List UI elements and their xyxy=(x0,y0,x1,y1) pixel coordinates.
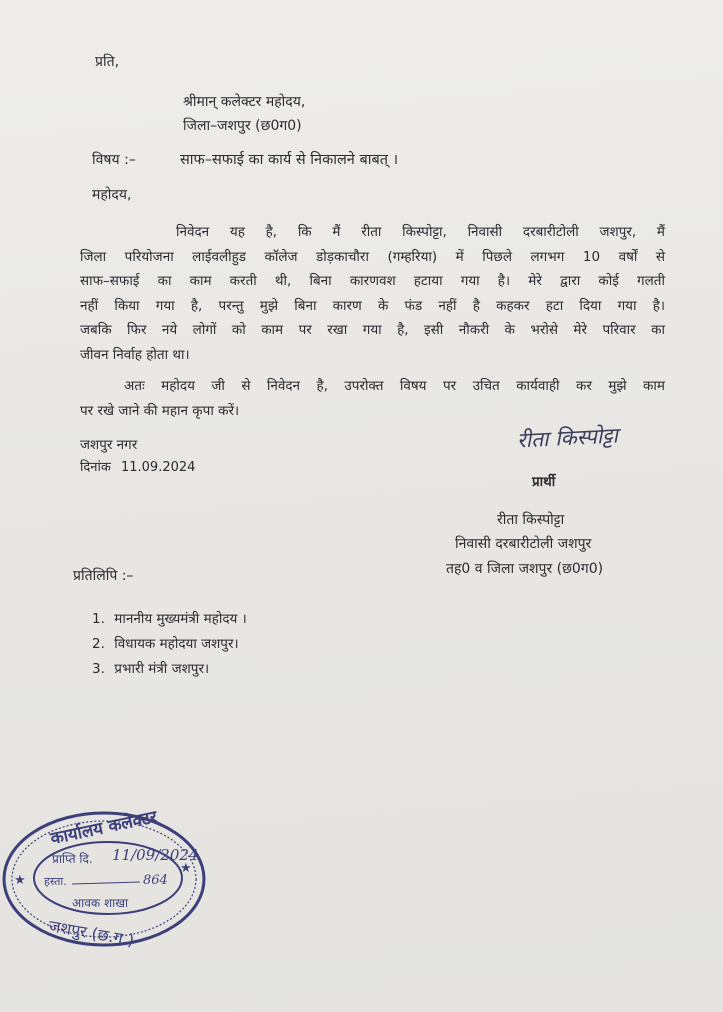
body-line: जिला परियोजना लाईवलीहुड कॉलेज डोड़काचौरा (गम्हरिया) में पिछले लगभग 10 वर्षों से xyxy=(80,248,665,265)
body-line: निवेदन यह है, कि मैं रीता किस्पोट्टा, निवासी दरबारीटोली जशपुर, मैं xyxy=(176,224,665,240)
stamp-star-left: ★ xyxy=(14,873,26,888)
stamp-sign-label: हस्ता. xyxy=(44,875,67,888)
cc-item: 2. विधायक महोदया जशपुर। xyxy=(92,636,239,652)
body-line: साफ–सफाई का काम करती थी, बिना कारणवश हटाया गया है। मेरे द्वारा कोई गलती xyxy=(80,273,665,289)
handwritten-signature: रीता किस्पोट्टा xyxy=(516,423,619,453)
date-label: दिनांक xyxy=(80,460,111,475)
addressee-line-2: जिला–जशपुर (छ0ग0) xyxy=(183,118,302,134)
place: जशपुर नगर xyxy=(80,437,138,453)
applicant-name: रीता किस्पोट्टा xyxy=(497,512,565,528)
body-line: जबकि फिर नये लोगों को काम पर रखा गया है, इसी नौकरी के भरोसे मेरे परिवार का xyxy=(80,322,665,338)
applicant-label: प्रार्थी xyxy=(532,474,556,490)
salutation: महोदय, xyxy=(92,187,132,203)
subject-label: विषय :– xyxy=(92,152,136,168)
date-line xyxy=(80,459,195,477)
stamp-top-text: कार्यालय कलेक्टर xyxy=(48,807,160,850)
body-line: नहीं किया गया है, परन्तु मुझे बिना कारण के फंड नहीं है कहकर हटा दिया गया है। xyxy=(80,297,665,314)
cc-list xyxy=(92,607,247,682)
cc-label: प्रतिलिपि :– xyxy=(73,568,134,584)
recipient-prefix: प्रति, xyxy=(95,54,120,70)
addressee-line-1: श्रीमान् कलेक्टर महोदय, xyxy=(183,94,306,110)
stamp-branch-text: आवक शाखा xyxy=(72,896,129,910)
subject-text: साफ–सफाई का कार्य से निकालने बाबत् । xyxy=(180,152,399,168)
body-line: पर रखे जाने की महान कृपा करें। xyxy=(80,402,240,419)
date-value: 11.09.2024 xyxy=(120,460,196,475)
applicant-address-2: तह0 व जिला जशपुर (छ0ग0) xyxy=(446,561,604,577)
applicant-address-1: निवासी दरबारीटोली जशपुर xyxy=(455,536,592,552)
stamp-received-label: प्राप्ति दि. xyxy=(52,852,93,866)
body-paragraph-1 xyxy=(80,220,665,367)
stamp-received-date: 11/09/2024 xyxy=(112,846,199,864)
stamp-star-right: ★ xyxy=(180,861,192,876)
cc-item: 1. माननीय मुख्यमंत्री महोदय । xyxy=(92,611,247,627)
stamp-number: 864 xyxy=(143,873,168,888)
stamp-inner-dots xyxy=(12,821,199,937)
stamp-sign-line xyxy=(72,882,140,884)
body-line: जीवन निर्वाह होता था। xyxy=(80,346,190,363)
office-received-stamp xyxy=(0,800,210,970)
body-line: अतः महोदय जी से निवेदन है, उपरोक्त विषय पर उचित कार्यवाही कर मुझे काम xyxy=(124,378,665,394)
stamp-bottom-text: जशपुर (छ.ग.) xyxy=(47,916,136,950)
cc-item: 3. प्रभारी मंत्री जशपुर। xyxy=(92,661,210,677)
body-paragraph-2 xyxy=(80,374,665,423)
